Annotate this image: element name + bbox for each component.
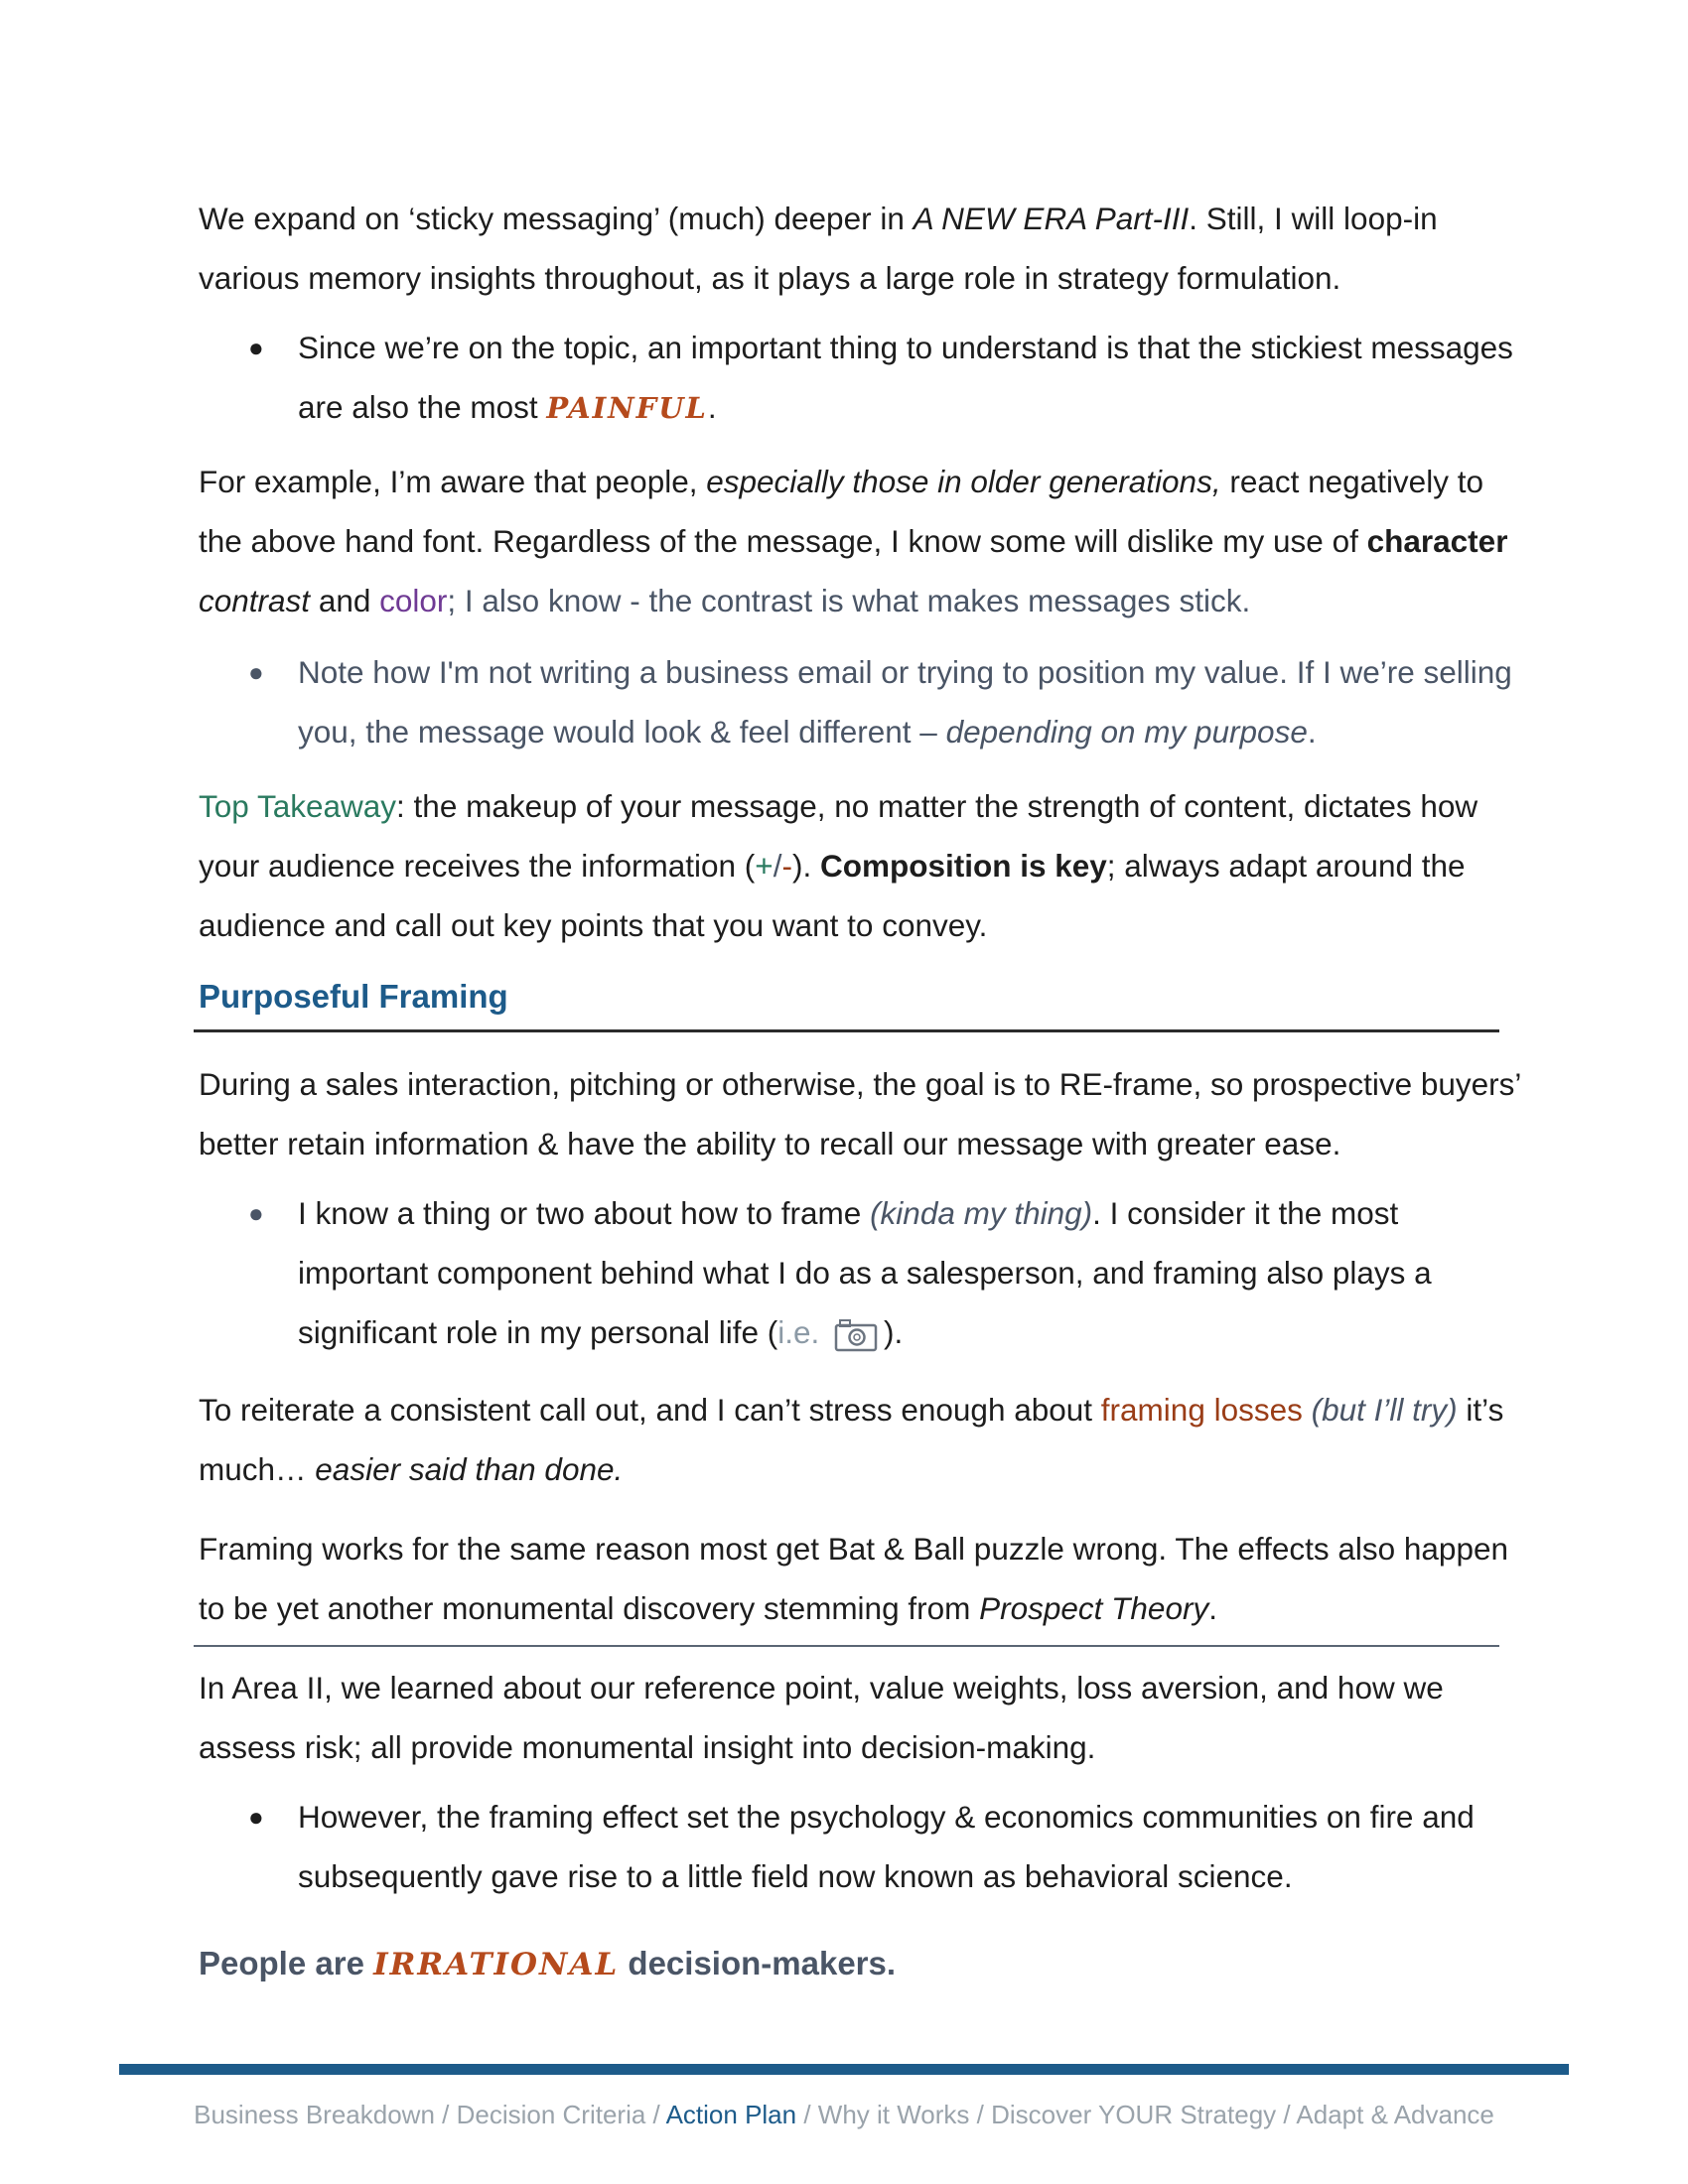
- bullet-how-to-frame: ● I know a thing or two about how to frame (kinda my thing). I consider it the most important component behind what I do as a salesperson, and framing also plays a significant role in my personal life (i.e. ).: [298, 1183, 1519, 1362]
- bullet-dot: ●: [248, 657, 264, 687]
- framing-losses-highlight: framing losses: [1100, 1392, 1303, 1428]
- paragraph-sticky-messaging: We expand on ‘sticky messaging’ (much) deeper in A NEW ERA Part-III. Still, I will loop-in various memory insights throughout, as it plays a large role in strategy formulation.: [199, 201, 1438, 296]
- bullet-framing-effect: ● However, the framing effect set the psychology & economics communities on fire and subsequently gave rise to a little field now known as behavioral science.: [298, 1787, 1519, 1906]
- heading-divider: [194, 1029, 1499, 1032]
- hand-font-word: PAINFUL: [546, 391, 708, 425]
- bullet-not-business-email: ● Note how I'm not writing a business email or trying to position my value. If I we’re selling you, the message would look & feel different – depending on my purpose.: [298, 642, 1519, 761]
- paragraph-sales-interaction: During a sales interaction, pitching or otherwise, the goal is to RE-frame, so prospective buyers’ better retain information & have the ability to recall our message with greater ease.: [199, 1066, 1521, 1161]
- camera-icon: [834, 1318, 878, 1352]
- footer-item-business-breakdown[interactable]: Business Breakdown: [194, 2100, 435, 2129]
- footer-item-decision-criteria[interactable]: Decision Criteria: [456, 2100, 646, 2129]
- bullet-dot: ●: [248, 1802, 264, 1832]
- book-title: A NEW ERA Part-III: [913, 201, 1190, 236]
- bullet-dot: ●: [248, 333, 264, 362]
- section-divider: [194, 1645, 1499, 1647]
- footer-item-action-plan[interactable]: Action Plan: [665, 2100, 797, 2129]
- paragraph-reiterate: To reiterate a consistent call out, and I can’t stress enough about framing losses (but I’ll try) it’s much… easier said than done.: [199, 1392, 1504, 1487]
- top-takeaway-label: Top Takeaway: [199, 788, 397, 824]
- hand-font-word: IRRATIONAL: [373, 1947, 620, 1982]
- bullet-dot: ●: [248, 1198, 264, 1228]
- footer-breadcrumb: Business Breakdown / Decision Criteria / Action Plan / Why it Works / Discover YOUR Strategy / Adapt & Advance: [194, 2100, 1494, 2129]
- footer-item-why-it-works[interactable]: Why it Works: [817, 2100, 970, 2129]
- paragraph-area-ii: In Area II, we learned about our reference point, value weights, loss aversion, and how we assess risk; all provide monumental insight into decision-making.: [199, 1670, 1444, 1765]
- closing-statement: People are IRRATIONAL decision-makers.: [199, 1945, 897, 1982]
- footer-item-discover-strategy[interactable]: Discover YOUR Strategy: [991, 2100, 1277, 2129]
- footer-item-adapt-advance[interactable]: Adapt & Advance: [1296, 2100, 1494, 2129]
- paragraph-for-example: For example, I’m aware that people, especially those in older generations, react negatively to the above hand font. Regardless of the message, I know some will dislike my use of character contrast and color; I also know - the contrast is what makes messages stick.: [199, 464, 1508, 618]
- paragraph-top-takeaway: Top Takeaway: the makeup of your message, no matter the strength of content, dictates how your audience receives the information (+/-). Composition is key; always adapt around the audience and call out key points that you want to convey.: [199, 788, 1478, 943]
- section-heading: Purposeful Framing: [199, 978, 508, 1015]
- bullet-stickiest-messages: ● Since we’re on the topic, an important thing to understand is that the stickiest messages are also the most PAINFUL.: [298, 318, 1519, 438]
- paragraph-framing-works: Framing works for the same reason most get Bat & Ball puzzle wrong. The effects also happen to be yet another monumental discovery stemming from Prospect Theory.: [199, 1531, 1509, 1626]
- footer-bar: [119, 2064, 1569, 2075]
